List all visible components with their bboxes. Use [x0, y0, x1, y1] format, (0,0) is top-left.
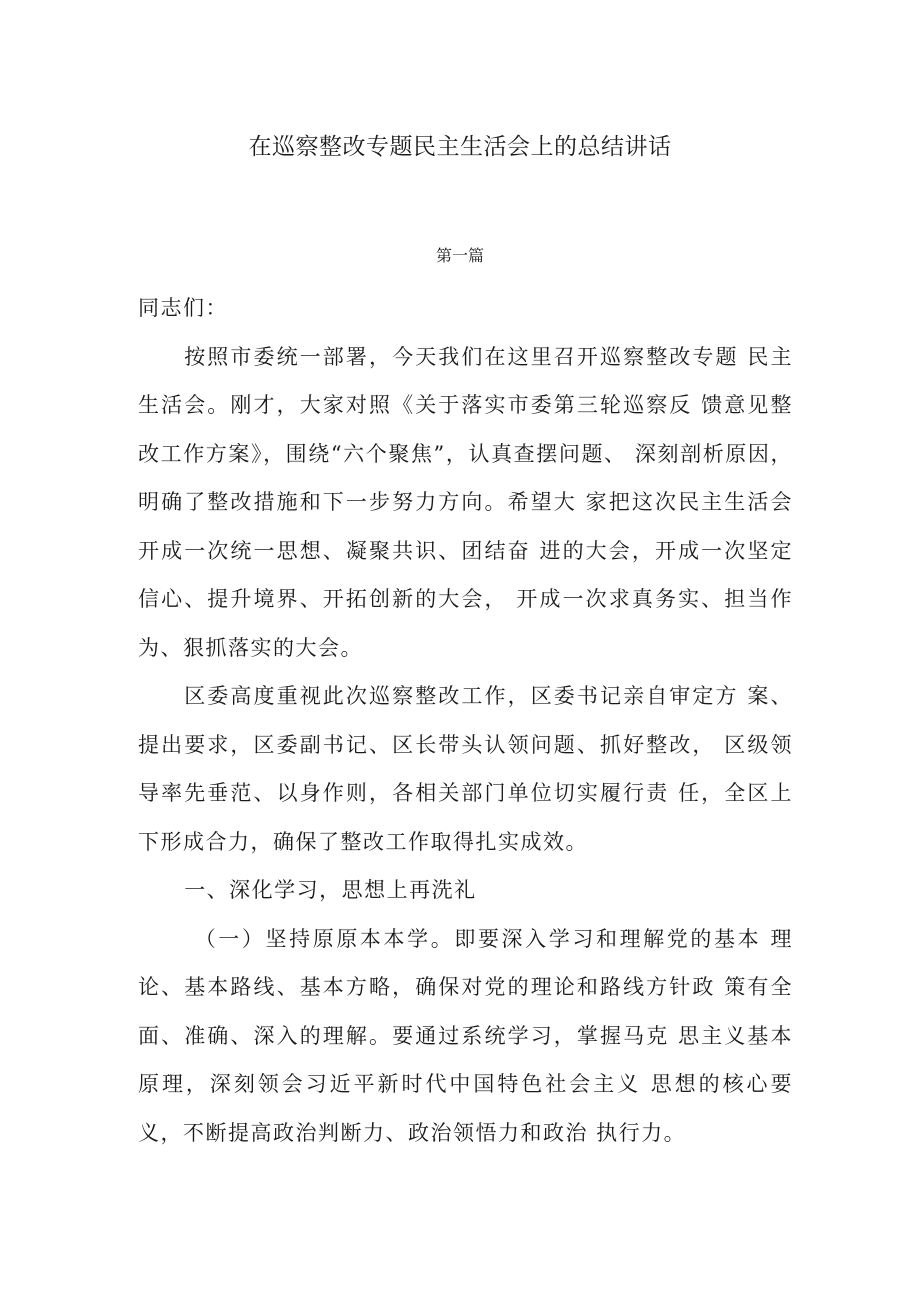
salutation: 同志们：	[138, 296, 228, 320]
document-title: 在巡察整改专题民主生活会上的总结讲话	[248, 134, 672, 160]
body-paragraph-2: 区委高度重视此次巡察整改工作，区委书记亲自审定方 案、提出要求，区委副书记、区长带头认领问题、抓好整改， 区级领导率先垂范、以身作则，各相关部门单位切实履行责 任，全区上下形成合力，确保了整改工作取得扎实成效。	[138, 684, 793, 854]
part-label: 第一篇	[435, 246, 484, 265]
document-body	[138, 284, 793, 1157]
subsection-paragraph: （一）坚持原原本本学。即要深入学习和理解党的基本 理论、基本路线、基本方略，确保对党的理论和路线方针政 策有全面、准确、深入的理解。要通过系统学习，掌握马克 思主义基本原理，深刻领会习近平新时代中国特色社会主义 思想的核心要义，不断提高政治判断力、政治领悟力和政治 执行力。	[138, 926, 793, 1145]
body-paragraph-1: 按照市委统一部署，今天我们在这里召开巡察整改专题 民主生活会。刚才，大家对照《关于落实市委第三轮巡察反 馈意见整改工作方案》，围绕“六个聚焦”，认真查摆问题、 深刻剖析原因，明确了整改措施和下一步努力方向。希望大 家把这次民主生活会开成一次统一思想、凝聚共识、团结奋 进的大会，开成一次坚定信心、提升境界、开拓创新的大会， 开成一次求真务实、担当作为、狠抓落实的大会。	[138, 344, 793, 660]
section-heading: 一、深化学习，思想上再洗礼	[184, 878, 477, 902]
